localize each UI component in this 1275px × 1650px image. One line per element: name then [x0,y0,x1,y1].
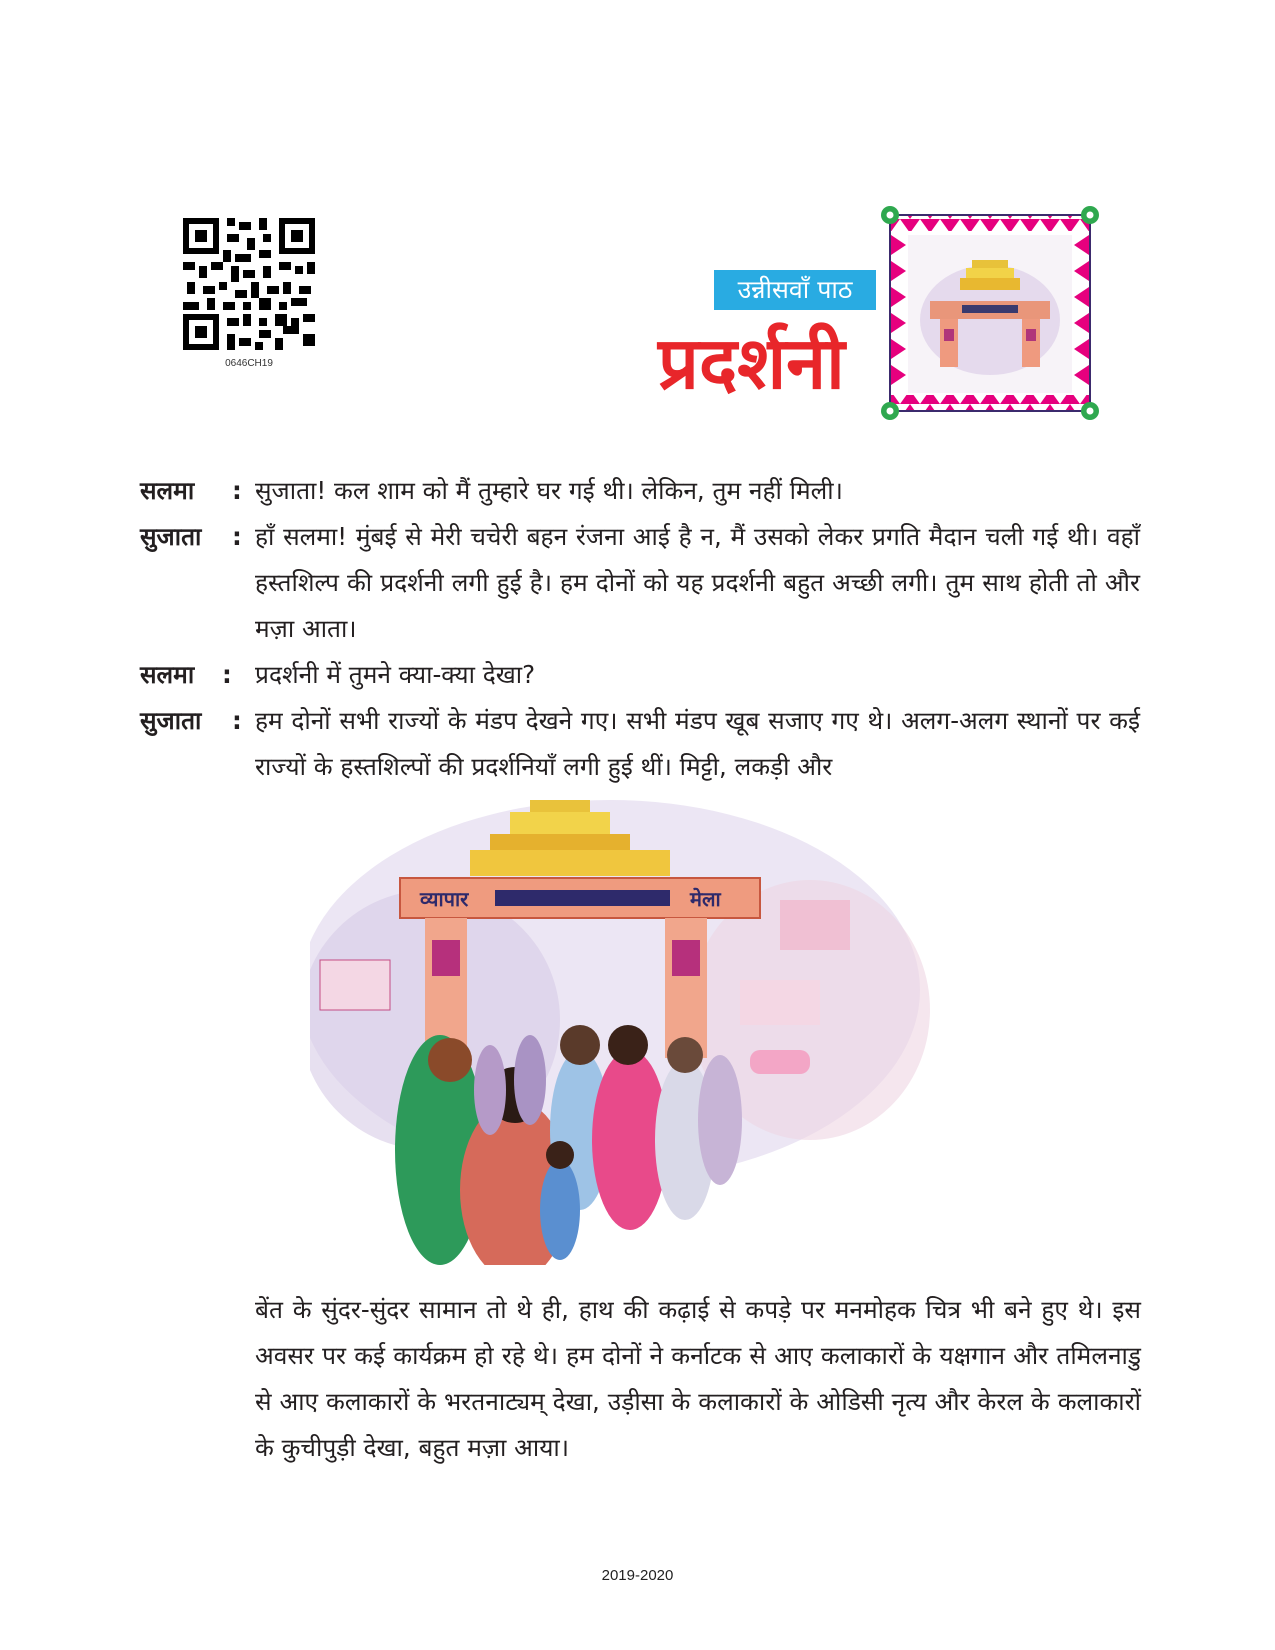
flower-icon [1081,206,1099,224]
speaker-name: सलमा [140,476,195,505]
dialogue-text: हाँ सलमा! मुंबई से मेरी चचेरी बहन रंजना आई है न, मैं उसको लेकर प्रगति मैदान चली गई थी। वहाँ हस्तशिल्प की प्रदर्शनी लगी हुई है। हम दोनों को यह प्रदर्शनी बहुत अच्छी लगी। तुम साथ होती तो और मज़ा आता। [255,522,1140,643]
exhibition-gate-illustration [310,790,930,1265]
speaker-colon: : [222,660,232,689]
speaker-name: सुजाता [140,706,202,735]
dialogue-text: हम दोनों सभी राज्यों के मंडप देखने गए। सभी मंडप खूब सजाए गए थे। अलग-अलग स्थानों पर कई राज्यों के हस्तशिल्पों की प्रदर्शनियाँ लगी हुई थीं। मिट्टी, लकड़ी और [255,706,1140,781]
flower-icon [881,402,899,420]
speaker-colon: : [232,476,242,505]
qr-code-label: 0646CH19 [225,358,273,369]
speaker-colon: : [232,706,242,735]
dialogue-line [140,514,1140,652]
flower-icon [881,206,899,224]
chapter-title: प्रदर्शनी [658,321,845,405]
dialogue-text: सुजाता! कल शाम को मैं तुम्हारे घर गई थी। लेकिन, तुम नहीं मिली। [255,476,843,505]
flower-icon [1081,402,1099,420]
dialogue-line [140,698,1140,790]
lesson-number-tag: उन्नीसवाँ पाठ [714,270,876,310]
dialogue-continuation: बेंत के सुंदर-सुंदर सामान तो थे ही, हाथ की कढ़ाई से कपड़े पर मनमोहक चित्र भी बने हुए थे। इस अवसर पर कई कार्यक्रम हो रहे थे। हम दोनों ने कर्नाटक से आए कलाकारों के यक्षगान और तमिलनाडु से आए कलाकारों के भरतनाट्यम् देखा, उड़ीसा के कलाकारों के ओडिसी नृत्य और केरल के कलाकारों के कुचीपुड़ी देखा, बहुत मज़ा आया। [255,1295,1141,1462]
chapter-frame-illustration [880,205,1100,421]
dialogue-line [140,468,1140,514]
speaker-colon: : [232,522,242,551]
dialogue-line [140,652,1140,698]
dialogue-text: प्रदर्शनी में तुमने क्या-क्या देखा? [255,660,536,689]
gate-sign-right: मेला [690,887,721,911]
speaker-name: सलमा [140,660,195,689]
qr-code-image [183,218,315,350]
page-footer-year: 2019-2020 [601,1567,674,1584]
speaker-name: सुजाता [140,522,202,551]
dialogue-block [140,468,1140,790]
gate-sign-left: व्यापार [420,887,469,911]
